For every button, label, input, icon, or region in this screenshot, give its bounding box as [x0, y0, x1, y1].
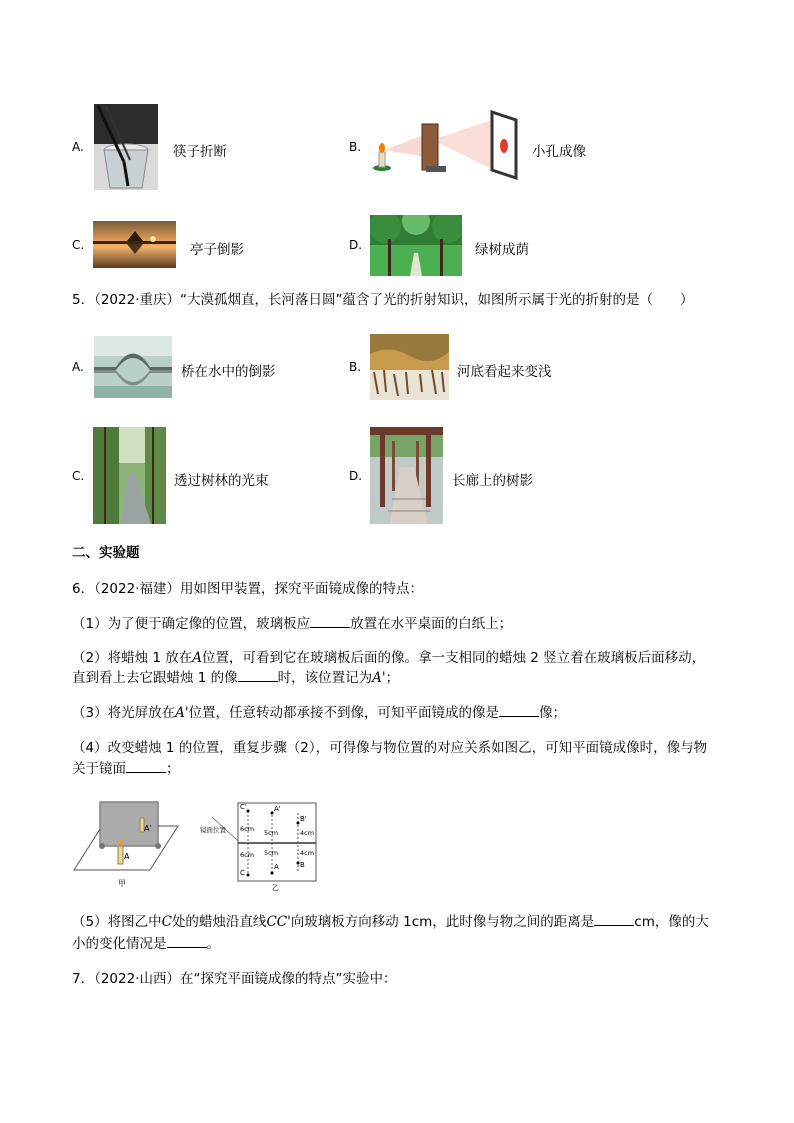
- point-label: A: [192, 650, 203, 666]
- text-segment: ；: [385, 670, 400, 686]
- distance-label: 5cm: [264, 829, 279, 837]
- option-caption: 筷子折断: [173, 144, 227, 160]
- text-segment: （4）改变蜡烛 1 的位置，重复步骤（2），可得像与物位置的对应关系如图乙，可知平面镜成像时，像与物: [72, 740, 708, 756]
- figure-jia: [72, 796, 184, 890]
- image-label: A': [144, 824, 152, 833]
- text-segment: 位置，可看到它在玻璃板后面的像。拿一支相同的蜡烛 2 竖立着在玻璃板后面移动，: [202, 650, 706, 666]
- distance-label: 6cm: [240, 851, 255, 859]
- option-letter: C.: [72, 238, 85, 252]
- option-caption: 河底看起来变浅: [457, 364, 552, 380]
- object-label: A: [124, 852, 130, 861]
- grid-label: C': [240, 803, 247, 811]
- answer-blank[interactable]: [238, 669, 278, 682]
- bridge-reflection-image: [94, 336, 172, 398]
- distance-label: 4cm: [300, 829, 315, 837]
- figure-yi: [200, 801, 320, 893]
- text-segment: （2）将蜡烛 1 放在: [72, 650, 193, 666]
- forest-light-image: [93, 427, 166, 524]
- text-segment: （5）将图乙中: [72, 914, 162, 930]
- point-label: A': [175, 705, 189, 721]
- text-segment: ；: [166, 761, 180, 777]
- riverbed-image: [370, 334, 449, 400]
- distance-label: 5cm: [264, 849, 279, 857]
- option-caption: 长廊上的树影: [452, 473, 533, 489]
- pavilion-reflection-image: [93, 221, 176, 268]
- mirror-position-label: 镜面位置: [200, 826, 226, 834]
- point-label: C: [161, 914, 172, 930]
- question-6-part-2-cont: [72, 666, 399, 691]
- option-caption: 亭子倒影: [190, 242, 244, 258]
- question-7-stem: 7．（2022·山西）在“探究平面镜成像的特点”实验中：: [72, 971, 397, 987]
- option-letter: A.: [72, 140, 84, 154]
- answer-blank[interactable]: [499, 704, 539, 717]
- text-segment: （3）将光屏放在: [72, 705, 176, 721]
- text-segment: 时，该位置记为: [277, 670, 373, 686]
- pinhole-camera-image: [370, 110, 518, 180]
- question-6-stem: 6．（2022·福建）用如图甲装置，探究平面镜成像的特点：: [72, 581, 423, 597]
- option-letter: A.: [72, 360, 84, 374]
- question-5-stem: 5．（2022·重庆）“大漠孤烟直，长河落日圆”蕴含了光的折射知识，如图所示属于光的折射的是（ ）: [72, 292, 694, 308]
- option-letter: B.: [349, 140, 362, 154]
- grid-label: C: [240, 869, 245, 877]
- figure-caption: 乙: [272, 884, 279, 892]
- line-label: CC': [266, 914, 291, 930]
- question-6-part-3: [72, 701, 566, 726]
- option-caption: 透过树林的光束: [174, 473, 269, 489]
- question-6-part-1: [72, 612, 512, 637]
- mirror-setup-diagram: [72, 796, 184, 890]
- answer-blank[interactable]: [310, 615, 350, 628]
- option-caption: 桥在水中的倒影: [181, 364, 276, 380]
- section-title: 二、实验题: [72, 545, 140, 561]
- answer-blank[interactable]: [167, 935, 207, 948]
- text-segment: 向玻璃板方向移动 1cm，此时像与物之间的距离是: [290, 914, 595, 930]
- text-segment: 放置在水平桌面的白纸上；: [350, 616, 513, 632]
- corridor-shadow-image: [370, 427, 443, 524]
- distance-label: 6cm: [240, 825, 255, 833]
- tree-shade-image: [370, 215, 462, 276]
- option-letter: C.: [72, 469, 85, 483]
- grid-label: B': [300, 815, 307, 823]
- option-caption: 小孔成像: [532, 144, 586, 160]
- text-segment: 像；: [539, 705, 567, 721]
- question-6-part-5-cont: [72, 932, 220, 957]
- answer-blank[interactable]: [594, 913, 634, 926]
- text-segment: 位置，任意转动都承接不到像，可知平面镜成的像是: [188, 705, 500, 721]
- chopsticks-in-water-image: [94, 104, 158, 190]
- text-segment: 关于镜面: [72, 761, 126, 777]
- answer-blank[interactable]: [126, 760, 166, 773]
- figure-caption: 甲: [118, 879, 126, 888]
- option-letter: B.: [349, 360, 362, 374]
- point-label: A': [372, 670, 386, 686]
- text-segment: （1）为了便于确定像的位置，玻璃板应: [72, 616, 311, 632]
- question-6-part-4-cont: [72, 757, 180, 782]
- grid-label: A': [274, 805, 281, 813]
- text-segment: 小的变化情况是: [72, 936, 167, 952]
- option-caption: 绿树成荫: [475, 242, 529, 258]
- option-letter: D.: [349, 469, 363, 483]
- text-segment: cm，像的大: [634, 914, 709, 930]
- text-segment: 处的蜡烛沿直线: [171, 914, 267, 930]
- distance-label: 4cm: [300, 849, 315, 857]
- grid-label: B: [300, 861, 305, 869]
- option-letter: D.: [349, 238, 363, 252]
- grid-label: A: [274, 863, 279, 871]
- text-segment: 直到看上去它跟蜡烛 1 的像: [72, 670, 238, 686]
- text-segment: 。: [206, 936, 220, 952]
